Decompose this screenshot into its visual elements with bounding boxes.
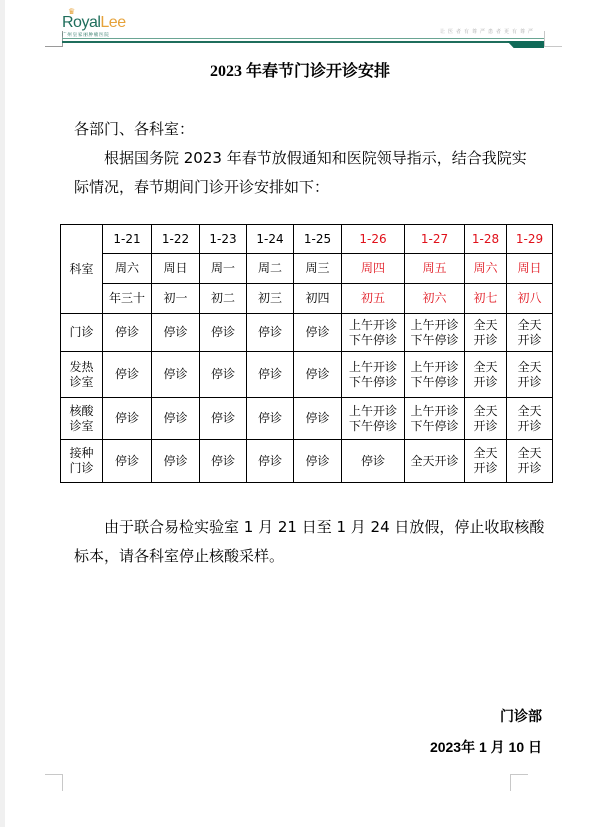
date-cell: 1-25 <box>294 225 342 254</box>
status-text: 开诊 <box>473 374 498 389</box>
corner-header: 科室 <box>61 225 103 314</box>
status-cell <box>405 440 465 483</box>
weekday-cell: 周五 <box>405 254 465 284</box>
salutation: 各部门、各科室： <box>74 120 195 138</box>
status-cell <box>342 398 405 440</box>
status-text: 全天开诊 <box>410 453 459 468</box>
lunar-cell: 初一 <box>152 284 200 314</box>
paragraph-1-line-2: 际情况，春节期间门诊开诊安排如下： <box>74 178 330 196</box>
status-cell <box>103 352 152 398</box>
status-text: 停诊 <box>305 411 330 425</box>
status-text: 开诊 <box>517 332 542 347</box>
date-cell: 1-28 <box>465 225 507 254</box>
header-rule-thick <box>62 41 544 43</box>
weekday-cell: 周日 <box>507 254 553 284</box>
status-text: 下午停诊 <box>348 332 397 347</box>
status-text: 停诊 <box>163 411 188 425</box>
status-text: 下午停诊 <box>410 418 459 433</box>
status-cell <box>103 314 152 352</box>
status-text: 停诊 <box>305 367 330 381</box>
dept-name-line: 核酸 <box>69 403 94 418</box>
logo-brand-royal: Royal <box>62 14 101 31</box>
status-text: 上午开诊 <box>348 359 397 374</box>
status-cell <box>152 314 200 352</box>
status-text: 停诊 <box>163 453 188 468</box>
status-cell <box>465 352 507 398</box>
dept-row-nucleic-acid <box>61 398 553 440</box>
status-text: 上午开诊 <box>348 403 397 418</box>
date-cell: 1-26 <box>342 225 405 254</box>
lunar-cell: 初三 <box>247 284 294 314</box>
weekday-cell: 周日 <box>152 254 200 284</box>
status-text: 上午开诊 <box>410 317 459 332</box>
dept-name-line: 诊室 <box>69 418 94 433</box>
date-cell: 1-24 <box>247 225 294 254</box>
status-cell <box>342 352 405 398</box>
status-cell <box>103 398 152 440</box>
status-text: 全天 <box>517 403 542 418</box>
status-text: 停诊 <box>257 453 282 468</box>
date-cell: 1-23 <box>200 225 247 254</box>
weekday-cell: 周六 <box>103 254 152 284</box>
lunar-cell: 年三十 <box>103 284 152 314</box>
status-text: 开诊 <box>517 461 542 475</box>
status-text: 全天 <box>517 317 542 332</box>
status-cell <box>294 314 342 352</box>
status-text: 停诊 <box>114 325 139 339</box>
status-text: 上午开诊 <box>410 359 459 374</box>
header-rule-thin <box>62 38 544 39</box>
status-text: 停诊 <box>257 411 282 425</box>
status-cell <box>200 398 247 440</box>
date-cell: 1-27 <box>405 225 465 254</box>
weekday-cell: 周四 <box>342 254 405 284</box>
status-text: 全天 <box>473 446 498 460</box>
paragraph-2-line-1: 由于联合易检实验室 1 月 21 日至 1 月 24 日放假，停止收取核酸 <box>104 518 545 536</box>
status-cell <box>152 398 200 440</box>
signature-date: 2023年 1 月 10 日 <box>429 739 542 755</box>
status-text: 开诊 <box>517 418 542 433</box>
status-text: 停诊 <box>163 325 188 339</box>
dept-name-cell <box>61 314 103 352</box>
status-cell <box>247 440 294 483</box>
crop-mark-bottom-left <box>45 774 63 791</box>
schedule-table <box>60 224 553 483</box>
status-cell <box>247 314 294 352</box>
status-cell <box>405 314 465 352</box>
status-cell <box>507 440 553 483</box>
header-tagline: 让医者有尊严患者更有尊严 <box>440 29 537 35</box>
status-text: 停诊 <box>163 367 188 381</box>
dept-name-line: 接种 <box>69 446 94 460</box>
status-text: 开诊 <box>517 374 542 389</box>
date-cell: 1-21 <box>103 225 152 254</box>
status-text: 全天 <box>517 446 542 460</box>
status-cell <box>405 352 465 398</box>
lunar-cell: 初二 <box>200 284 247 314</box>
crop-mark-top-left <box>45 31 63 47</box>
status-text: 下午停诊 <box>410 332 459 347</box>
dept-row-vaccination <box>61 440 553 483</box>
hospital-logo <box>62 7 126 38</box>
date-row <box>61 225 553 254</box>
status-text: 停诊 <box>114 453 139 468</box>
status-cell <box>152 440 200 483</box>
status-text: 停诊 <box>360 453 385 468</box>
status-cell <box>152 352 200 398</box>
status-text: 停诊 <box>210 453 235 468</box>
status-cell <box>200 352 247 398</box>
status-cell <box>342 314 405 352</box>
date-cell: 1-22 <box>152 225 200 254</box>
crop-mark-top-right <box>544 31 562 47</box>
paragraph-2-line-2: 标本，请各科室停止核酸采样。 <box>74 547 285 565</box>
status-cell <box>405 398 465 440</box>
status-text: 开诊 <box>473 332 498 347</box>
status-text: 上午开诊 <box>348 317 397 332</box>
status-text: 下午停诊 <box>348 374 397 389</box>
dept-row-fever-clinic <box>61 352 553 398</box>
crown-icon: ♛ <box>68 7 76 16</box>
status-cell <box>294 398 342 440</box>
status-text: 全天 <box>473 403 498 418</box>
status-text: 下午停诊 <box>410 374 459 389</box>
status-text: 开诊 <box>473 461 498 475</box>
status-cell <box>465 398 507 440</box>
status-text: 停诊 <box>210 325 235 339</box>
status-cell <box>247 398 294 440</box>
status-cell <box>465 440 507 483</box>
status-cell <box>103 440 152 483</box>
status-text: 停诊 <box>257 325 282 339</box>
status-cell <box>247 352 294 398</box>
dept-name-line: 门诊 <box>69 325 94 339</box>
status-text: 全天 <box>473 317 498 332</box>
status-text: 停诊 <box>305 325 330 339</box>
paragraph-1-line-1: 根据国务院 2023 年春节放假通知和医院领导指示，结合我院实 <box>104 149 527 167</box>
status-text: 停诊 <box>114 367 139 381</box>
weekday-cell: 周三 <box>294 254 342 284</box>
status-text: 全天 <box>473 359 498 374</box>
logo-brand-lee: Lee <box>100 14 126 31</box>
status-cell <box>465 314 507 352</box>
weekday-row <box>61 254 553 284</box>
status-text: 停诊 <box>257 367 282 381</box>
lunar-cell: 初八 <box>507 284 553 314</box>
status-cell <box>200 440 247 483</box>
dept-row-outpatient <box>61 314 553 352</box>
status-text: 开诊 <box>473 418 498 433</box>
status-text: 停诊 <box>210 411 235 425</box>
status-cell <box>200 314 247 352</box>
status-text: 上午开诊 <box>410 403 459 418</box>
status-text: 全天 <box>517 359 542 374</box>
status-cell <box>342 440 405 483</box>
dept-name-cell <box>61 352 103 398</box>
status-cell <box>507 352 553 398</box>
weekday-cell: 周六 <box>465 254 507 284</box>
status-cell <box>507 398 553 440</box>
status-cell <box>294 440 342 483</box>
lunar-cell: 初五 <box>342 284 405 314</box>
status-cell <box>294 352 342 398</box>
lunar-cell: 初七 <box>465 284 507 314</box>
dept-name-cell <box>61 398 103 440</box>
date-cell: 1-29 <box>507 225 553 254</box>
status-text: 停诊 <box>210 367 235 381</box>
signature-department: 门诊部 <box>500 709 542 725</box>
document-title: 2023 年春节门诊开诊安排 <box>209 63 390 80</box>
lunar-cell: 初四 <box>294 284 342 314</box>
dept-name-line: 门诊 <box>69 461 94 475</box>
status-text: 停诊 <box>114 411 139 425</box>
dept-name-line: 诊室 <box>69 374 94 389</box>
dept-name-cell <box>61 440 103 483</box>
crop-mark-bottom-right <box>510 774 528 791</box>
status-cell <box>507 314 553 352</box>
logo-subtitle: 广州皇家丽肿瘤医院 <box>62 33 110 38</box>
lunar-cell: 初六 <box>405 284 465 314</box>
status-text: 停诊 <box>305 453 330 468</box>
weekday-cell: 周一 <box>200 254 247 284</box>
dept-name-line: 发热 <box>69 359 94 374</box>
status-text: 下午停诊 <box>348 418 397 433</box>
lunar-row <box>61 284 553 314</box>
weekday-cell: 周二 <box>247 254 294 284</box>
